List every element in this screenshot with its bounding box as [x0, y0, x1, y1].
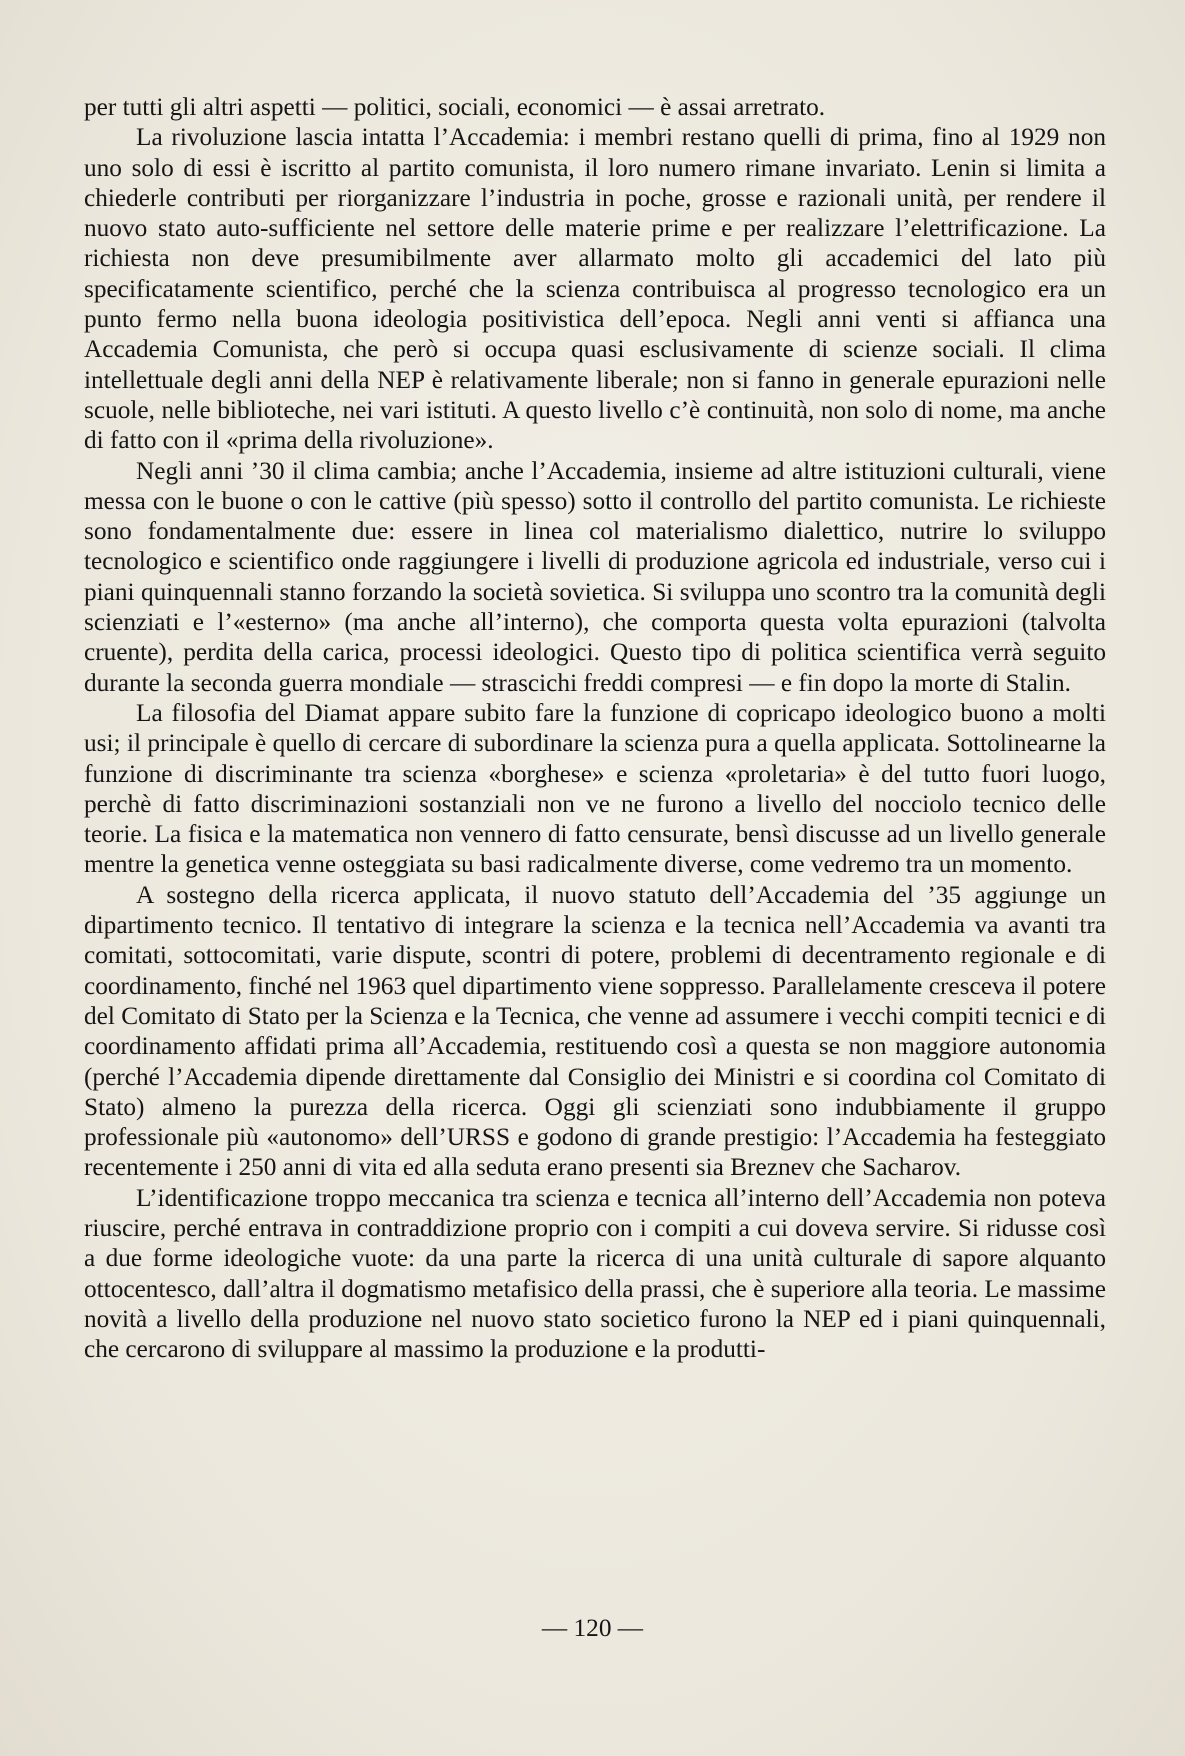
page-number: — 120 —	[541, 1614, 644, 1642]
body-text	[84, 92, 1106, 1364]
paragraph-1: per tutti gli altri aspetti — politici, sociali, economici — è assai arretrato.	[84, 93, 826, 121]
paragraph-5: A sostegno della ricerca applicata, il nuovo statuto dell’Accademia del ’35 aggiunge un dipartimento tecnico. Il tentativo di integrare la scienza e la tecnica nell’Accademia va avanti tra comitati, sottocomitati, varie dispute, scontri di potere, problemi di decentramento regionale e di coordinamento, finché nel 1963 quel dipartimento viene soppresso. Parallelamente cresceva il potere del Comitato di Stato per la Scienza e la Tecnica, che venne ad assumere i vecchi compiti tecnici e di coordinamento affidati prima all’Accademia, restituendo così a questa se non maggiore autonomia (perché l’Accademia dipende direttamente dal Consiglio dei Ministri e si coordina col Comitato di Stato) almeno la purezza della ricerca. Oggi gli scienziati sono indubbiamente il gruppo professionale più «autonomo» dell’URSS e godono di grande prestigio: l’Accademia ha festeggiato recentemente i 250 anni di vita ed alla seduta erano presenti sia Breznev che Sacharov.	[84, 880, 1106, 1182]
paragraph-6: L’identificazione troppo meccanica tra scienza e tecnica all’interno dell’Accademia non poteva riuscire, perché entrava in contraddizione proprio con i compiti a cui doveva servire. Si ridusse così a due forme ideologiche vuote: da una parte la ricerca di una unità culturale di sapore alquanto ottocentesco, dall’altra il dogmatismo metafisico della prassi, che è superiore alla teoria. Le massime novità a livello della produzione nel nuovo stato societico furono la NEP ed i piani quinquennali, che cercarono di sviluppare al massimo la produzione e la produtti-	[84, 1183, 1106, 1364]
paragraph-3: Negli anni ’30 il clima cambia; anche l’Accademia, insieme ad altre istituzioni culturali, viene messa con le buone o con le cattive (più spesso) sotto il controllo del partito comunista. Le richieste sono fondamentalmente due: essere in linea col materialismo dialettico, nutrire lo sviluppo tecnologico e scientifico onde raggiungere i livelli di produzione agricola ed industriale, verso cui i piani quinquennali stanno forzando la società sovietica. Si sviluppa uno scontro tra la comunità degli scienziati e l’«esterno» (ma anche all’interno), che comporta questa volta epurazioni (talvolta cruente), perdita della carica, processi ideologici. Questo tipo di politica scientifica verrà seguito durante la seconda guerra mondiale — strascichi freddi compresi — e fin dopo la morte di Stalin.	[84, 456, 1106, 697]
paragraph-2: La rivoluzione lascia intatta l’Accademia: i membri restano quelli di prima, fino al 1929 non uno solo di essi è iscritto al partito comunista, il loro numero rimane invariato. Lenin si limita a chiederle contributi per riorganizzare l’industria in poche, grosse e razionali unità, per rendere il nuovo stato auto-sufficiente nel settore delle materie prime e per realizzare l’elettrificazione. La richiesta non deve presumibilmente aver allarmato molto gli accademici del lato più specificatamente scientifico, perché che la scienza contribuisca al progresso tecnologico era un punto fermo nella buona ideologia positivistica dell’epoca. Negli anni venti si affianca una Accademia Comunista, che però si occupa quasi esclusivamente di scienze sociali. Il clima intellettuale degli anni della NEP è relativamente liberale; non si fanno in generale epurazioni nelle scuole, nelle biblioteche, nei vari istituti. A questo livello c’è continuità, non solo di nome, ma anche di fatto con il «prima della rivoluzione».	[84, 123, 1106, 455]
paragraph-4: La filosofia del Diamat appare subito fare la funzione di copricapo ideologico buono a molti usi; il principale è quello di cercare di subordinare la scienza pura a quella applicata. Sottolinearne la funzione di discriminante tra scienza «borghese» e scienza «proletaria» è del tutto fuori luogo, perchè di fatto discriminazioni sostanziali non ve ne furono a livello del nocciolo tecnico delle teorie. La fisica e la matematica non vennero di fatto censurate, bensì discusse ad un livello generale mentre la genetica venne osteggiata su basi radicalmente diverse, come vedremo tra un momento.	[84, 698, 1106, 879]
